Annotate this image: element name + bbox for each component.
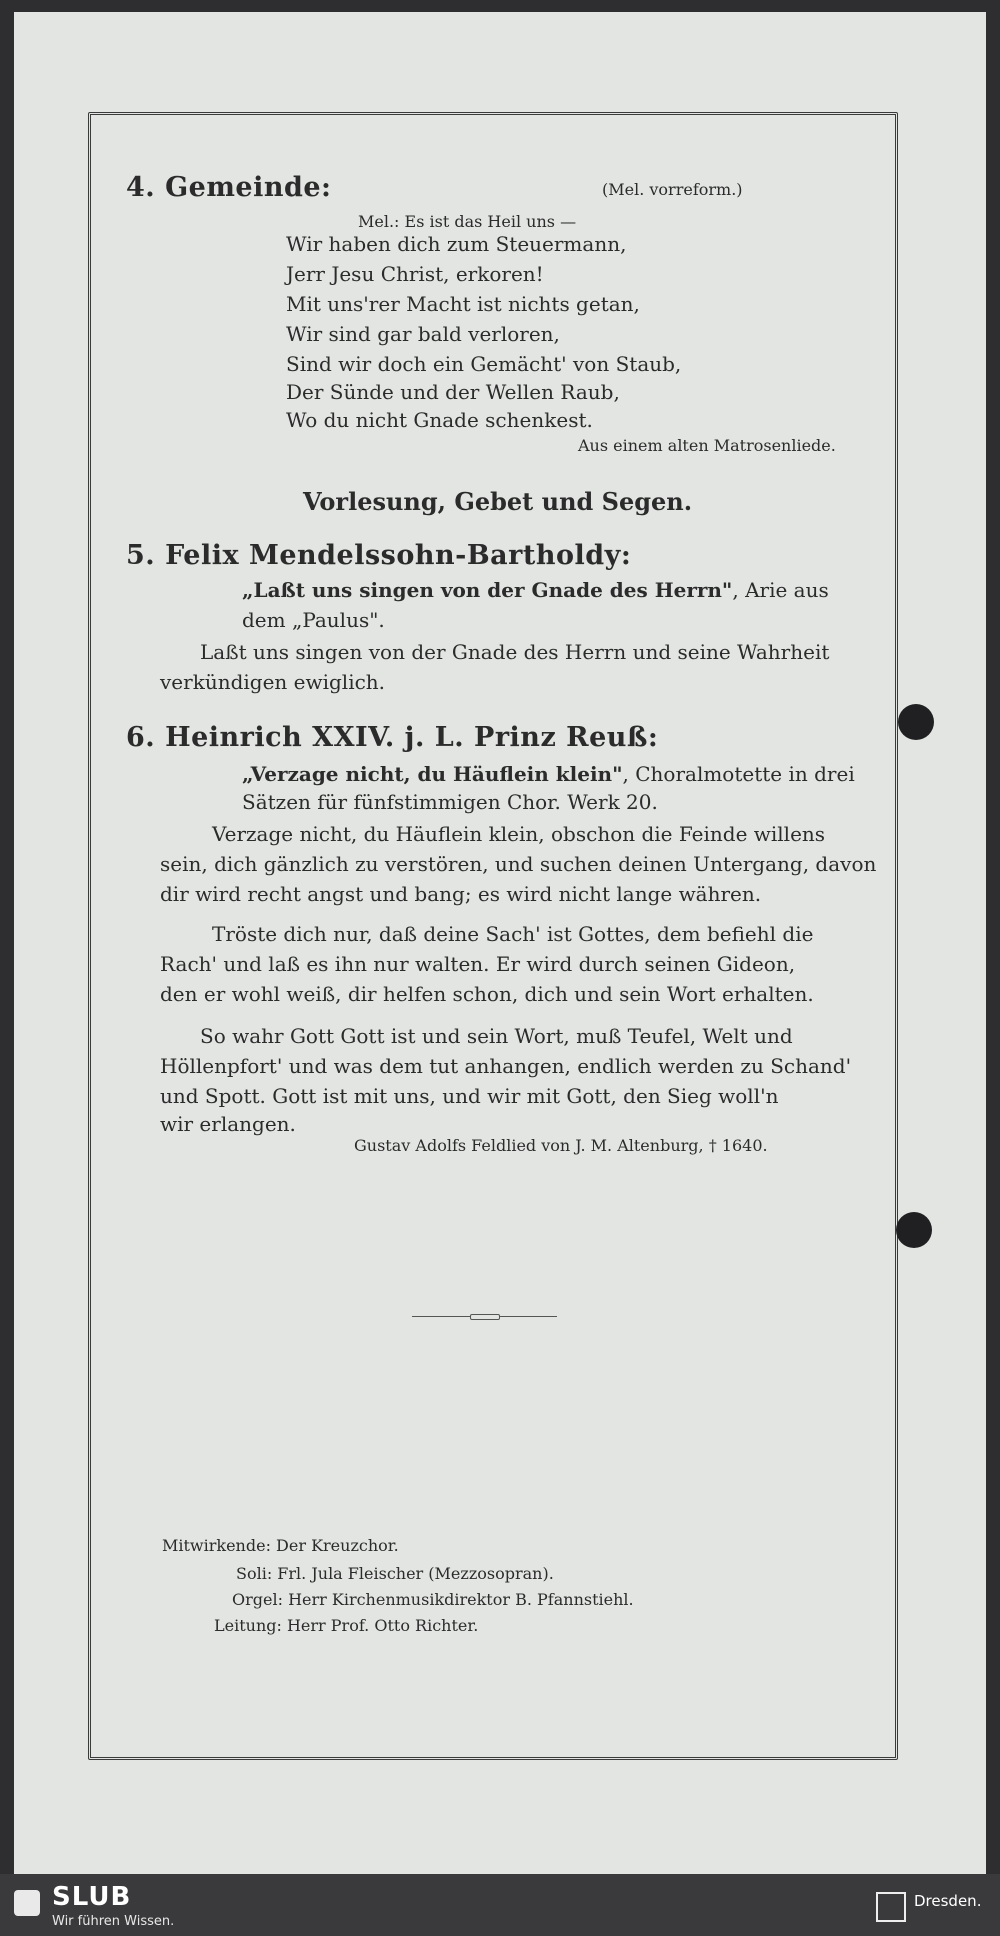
interlude-heading: Vorlesung, Gebet und Segen. bbox=[303, 487, 693, 516]
item4-verse-line: Wir sind gar bald verloren, bbox=[286, 322, 560, 346]
credits-soloist: Soli: Frl. Jula Fleischer (Mezzosopran). bbox=[236, 1564, 554, 1583]
item5-work-title: „Laßt uns singen von der Gnade des Herrn", Arie aus bbox=[242, 578, 829, 602]
footer-tagline: Wir führen Wissen. bbox=[52, 1914, 175, 1929]
item4-melody-note: (Mel. vorreform.) bbox=[602, 180, 743, 199]
item6-para1-line: Verzage nicht, du Häuflein klein, obschon die Feinde willens bbox=[212, 822, 826, 846]
item6-para1-line: dir wird recht angst und bang; es wird nicht lange währen. bbox=[160, 882, 762, 906]
item6-para2-line: Rach' und laß es ihn nur walten. Er wird durch seinen Gideon, bbox=[160, 952, 796, 976]
footer-partner: Dresden. bbox=[914, 1892, 982, 1910]
item4-verse-line: Wir haben dich zum Steuermann, bbox=[286, 232, 627, 256]
item6-work-title: „Verzage nicht, du Häuflein klein", Choralmotette in drei bbox=[242, 762, 855, 786]
section-divider bbox=[412, 1314, 557, 1320]
dresden-logo-icon bbox=[876, 1892, 906, 1922]
item6-para3-line: So wahr Gott Gott ist und sein Wort, muß Teufel, Welt und bbox=[200, 1024, 793, 1048]
credits-organ: Orgel: Herr Kirchenmusikdirektor B. Pfannstiehl. bbox=[232, 1590, 634, 1609]
item6-para2-line: den er wohl weiß, dir helfen schon, dich und sein Wort erhalten. bbox=[160, 982, 814, 1006]
item6-heading: 6. Heinrich XXIV. j. L. Prinz Reuß: bbox=[126, 722, 659, 753]
item4-source: Aus einem alten Matrosenliede. bbox=[578, 436, 836, 455]
item6-source: Gustav Adolfs Feldlied von J. M. Altenburg, † 1640. bbox=[354, 1136, 768, 1155]
item5-text-line: verkündigen ewiglich. bbox=[160, 670, 386, 694]
item6-para1-line: sein, dich gänzlich zu verstören, und suchen deinen Untergang, davon bbox=[160, 852, 877, 876]
item4-verse-line: Mit uns'rer Macht ist nichts getan, bbox=[286, 292, 640, 316]
item6-para3-line: wir erlangen. bbox=[160, 1112, 296, 1136]
item6-para3-line: und Spott. Gott ist mit uns, und wir mit Gott, den Sieg woll'n bbox=[160, 1084, 779, 1108]
library-footer bbox=[0, 1874, 1000, 1936]
item4-verse-line: Wo du nicht Gnade schenkest. bbox=[286, 408, 593, 432]
footer-brand: SLUB bbox=[52, 1882, 132, 1912]
item4-verse-line: Jerr Jesu Christ, erkoren! bbox=[286, 262, 544, 286]
item4-melody: Mel.: Es ist das Heil uns — bbox=[358, 212, 577, 231]
credits-conductor: Leitung: Herr Prof. Otto Richter. bbox=[214, 1616, 479, 1635]
item6-para2-line: Tröste dich nur, daß deine Sach' ist Gottes, dem befiehl die bbox=[212, 922, 814, 946]
item5-text-line: Laßt uns singen von der Gnade des Herrn und seine Wahrheit bbox=[200, 640, 830, 664]
item5-heading: 5. Felix Mendelssohn-Bartholdy: bbox=[126, 540, 632, 571]
punch-hole-upper bbox=[898, 704, 934, 740]
item4-heading: 4. Gemeinde: bbox=[126, 172, 332, 203]
item6-work-line: Sätzen für fünfstimmigen Chor. Werk 20. bbox=[242, 790, 658, 814]
item6-para3-line: Höllenpfort' und was dem tut anhangen, endlich werden zu Schand' bbox=[160, 1054, 852, 1078]
item5-work-line: dem „Paulus". bbox=[242, 608, 385, 632]
item4-verse-line: Der Sünde und der Wellen Raub, bbox=[286, 380, 620, 404]
credits-performers: Mitwirkende: Der Kreuzchor. bbox=[162, 1536, 399, 1555]
punch-hole-lower bbox=[896, 1212, 932, 1248]
slub-logo-icon bbox=[14, 1890, 40, 1916]
item4-verse-line: Sind wir doch ein Gemächt' von Staub, bbox=[286, 352, 682, 376]
